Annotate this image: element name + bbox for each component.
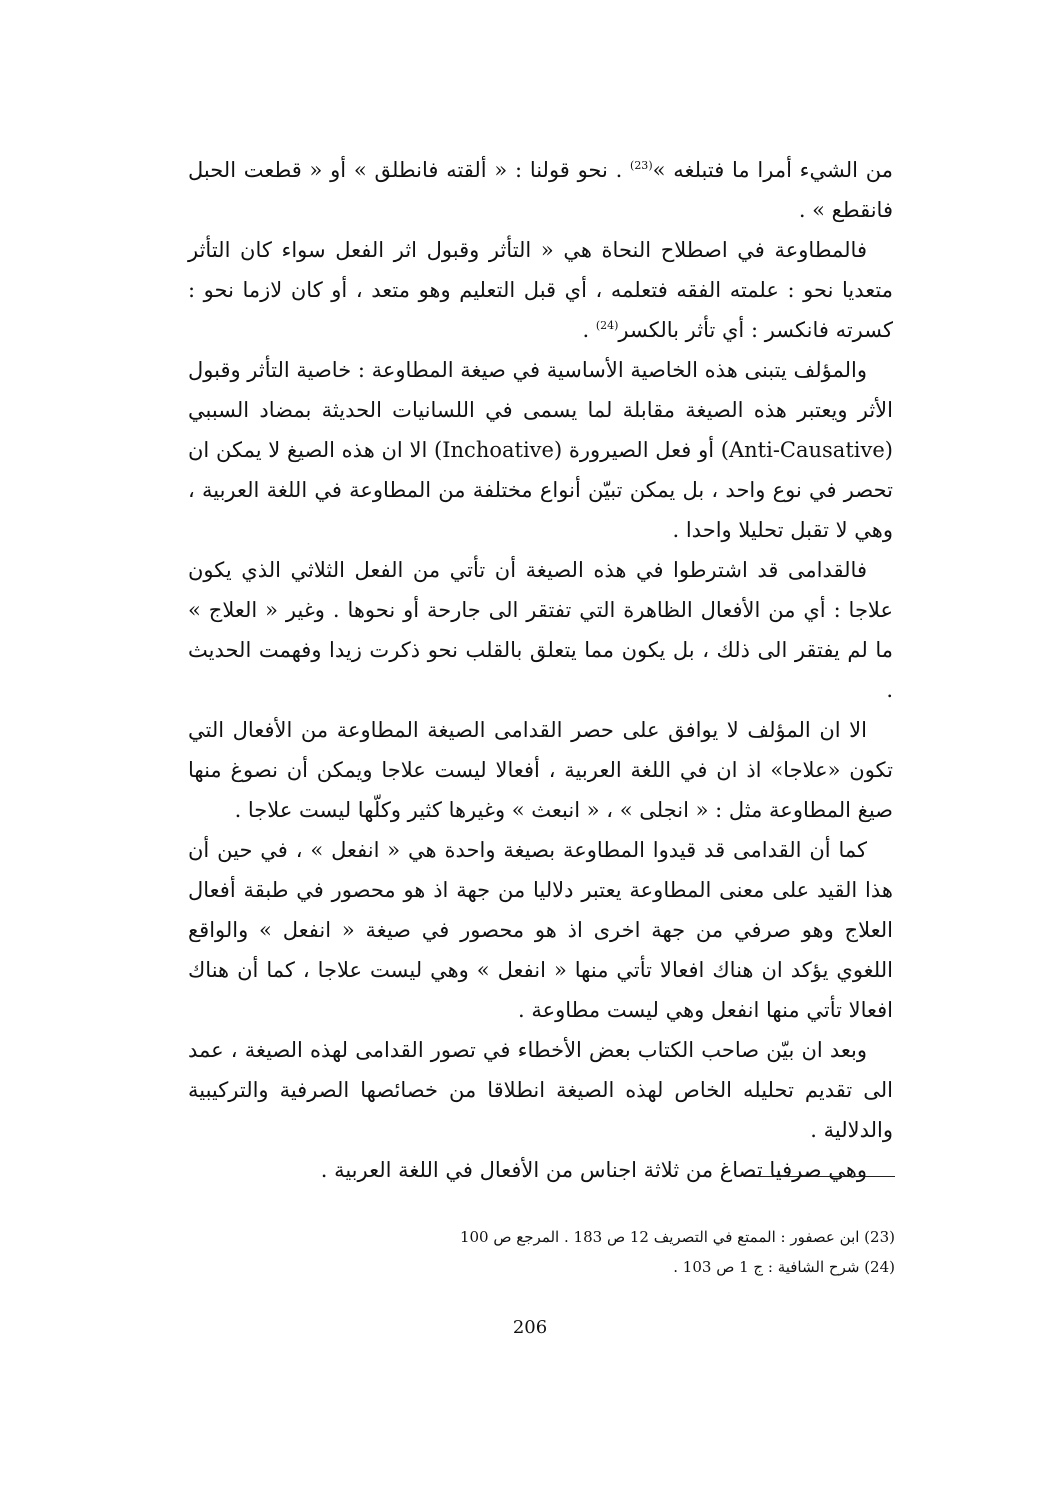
paragraph-1-text-b: . نحو قولنا : « ألقته فانطلق » أو « قطعت الحبل فانقطع » . <box>188 158 893 222</box>
paragraph-3: والمؤلف يتبنى هذه الخاصية الأساسية في صيغة المطاوعة : خاصية التأثر وقبول الأثر ويعتبر هذه الصيغة مقابلة لما يسمى في اللسانيات الحديثة بمضاد السببي (Anti-Causative) أو فعل الصيرورة (Inchoative) الا ان هذه الصيغ لا يمكن ان تحصر في نوع واحد ، بل يمكن تبيّن أنواع مختلفة من المطاوعة في اللغة العربية ، وهي لا تقبل تحليلا واحدا . <box>188 358 893 542</box>
footnote-24: (24) شرح الشافية : ج 1 ص 103 . <box>673 1258 895 1276</box>
paragraph-1 <box>188 150 893 230</box>
paragraph-6: كما أن القدامى قد قيدوا المطاوعة بصيغة واحدة هي « انفعل » ، في حين أن هذا القيد على معنى المطاوعة يعتبر دلاليا من جهة اذ هو محصور في طبقة أفعال العلاج وهو صرفي من جهة اخرى اذ هو محصور في صيغة « انفعل » والواقع اللغوي يؤكد ان هناك افعالا تأتي منها « انفعل » وهي ليست علاجا ، كما أن هناك افعالا تأتي منها انفعل وهي ليست مطاوعة . <box>188 838 893 1022</box>
footnotes <box>400 1222 895 1282</box>
page-number: 206 <box>512 1317 548 1338</box>
paragraph-2 <box>188 230 893 350</box>
paragraph-2-text-b: . <box>582 318 596 342</box>
body-text <box>188 150 893 1190</box>
footnote-ref-24[interactable]: (24) <box>595 319 619 332</box>
paragraph-2-text-a: فالمطاوعة في اصطلاح النحاة هي « التأثر وقبول اثر الفعل سواء كان التأثر متعديا نحو : علمته الفقه فتعلمه ، أي قبل التعليم وهو متعد ، أو كان لازما نحو : كسرته فانكسر : أي تأثر بالكسر <box>188 238 893 342</box>
footnote-divider <box>745 1176 895 1177</box>
paragraph-1-text-a: من الشيء أمرا ما فتبلغه » <box>652 158 893 182</box>
footnote-23: (23) ابن عصفور : الممتع في التصريف 12 ص 183 . المرجع ص 100 <box>459 1228 895 1246</box>
paragraph-8: وهي صرفيا تصاغ من ثلاثة اجناس من الأفعال في اللغة العربية . <box>320 1158 867 1182</box>
paragraph-5: الا ان المؤلف لا يوافق على حصر القدامى الصيغة المطاوعة من الأفعال التي تكون «علاجا» اذ ان في اللغة العربية ، أفعالا ليست علاجا ويمكن أن نصوغ منها صيغ المطاوعة مثل : « انجلى » ، « انبعث » وغيرها كثير وكلّها ليست علاجا . <box>188 718 893 822</box>
footnote-ref-23[interactable]: (23) <box>630 159 653 172</box>
paragraph-4: فالقدامى قد اشترطوا في هذه الصيغة أن تأتي من الفعل الثلاثي الذي يكون علاجا : أي من الأفعال الظاهرة التي تفتقر الى جارحة أو نحوها . وغير « العلاج » ما لم يفتقر الى ذلك ، بل يكون مما يتعلق بالقلب نحو ذكرت زيدا وفهمت الحديث . <box>188 558 894 702</box>
paragraph-7: وبعد ان بيّن صاحب الكتاب بعض الأخطاء في تصور القدامى لهذه الصيغة ، عمد الى تقديم تحليله الخاص لهذه الصيغة انطلاقا من خصائصها الصرفية والتركيبية والدلالية . <box>188 1038 893 1142</box>
